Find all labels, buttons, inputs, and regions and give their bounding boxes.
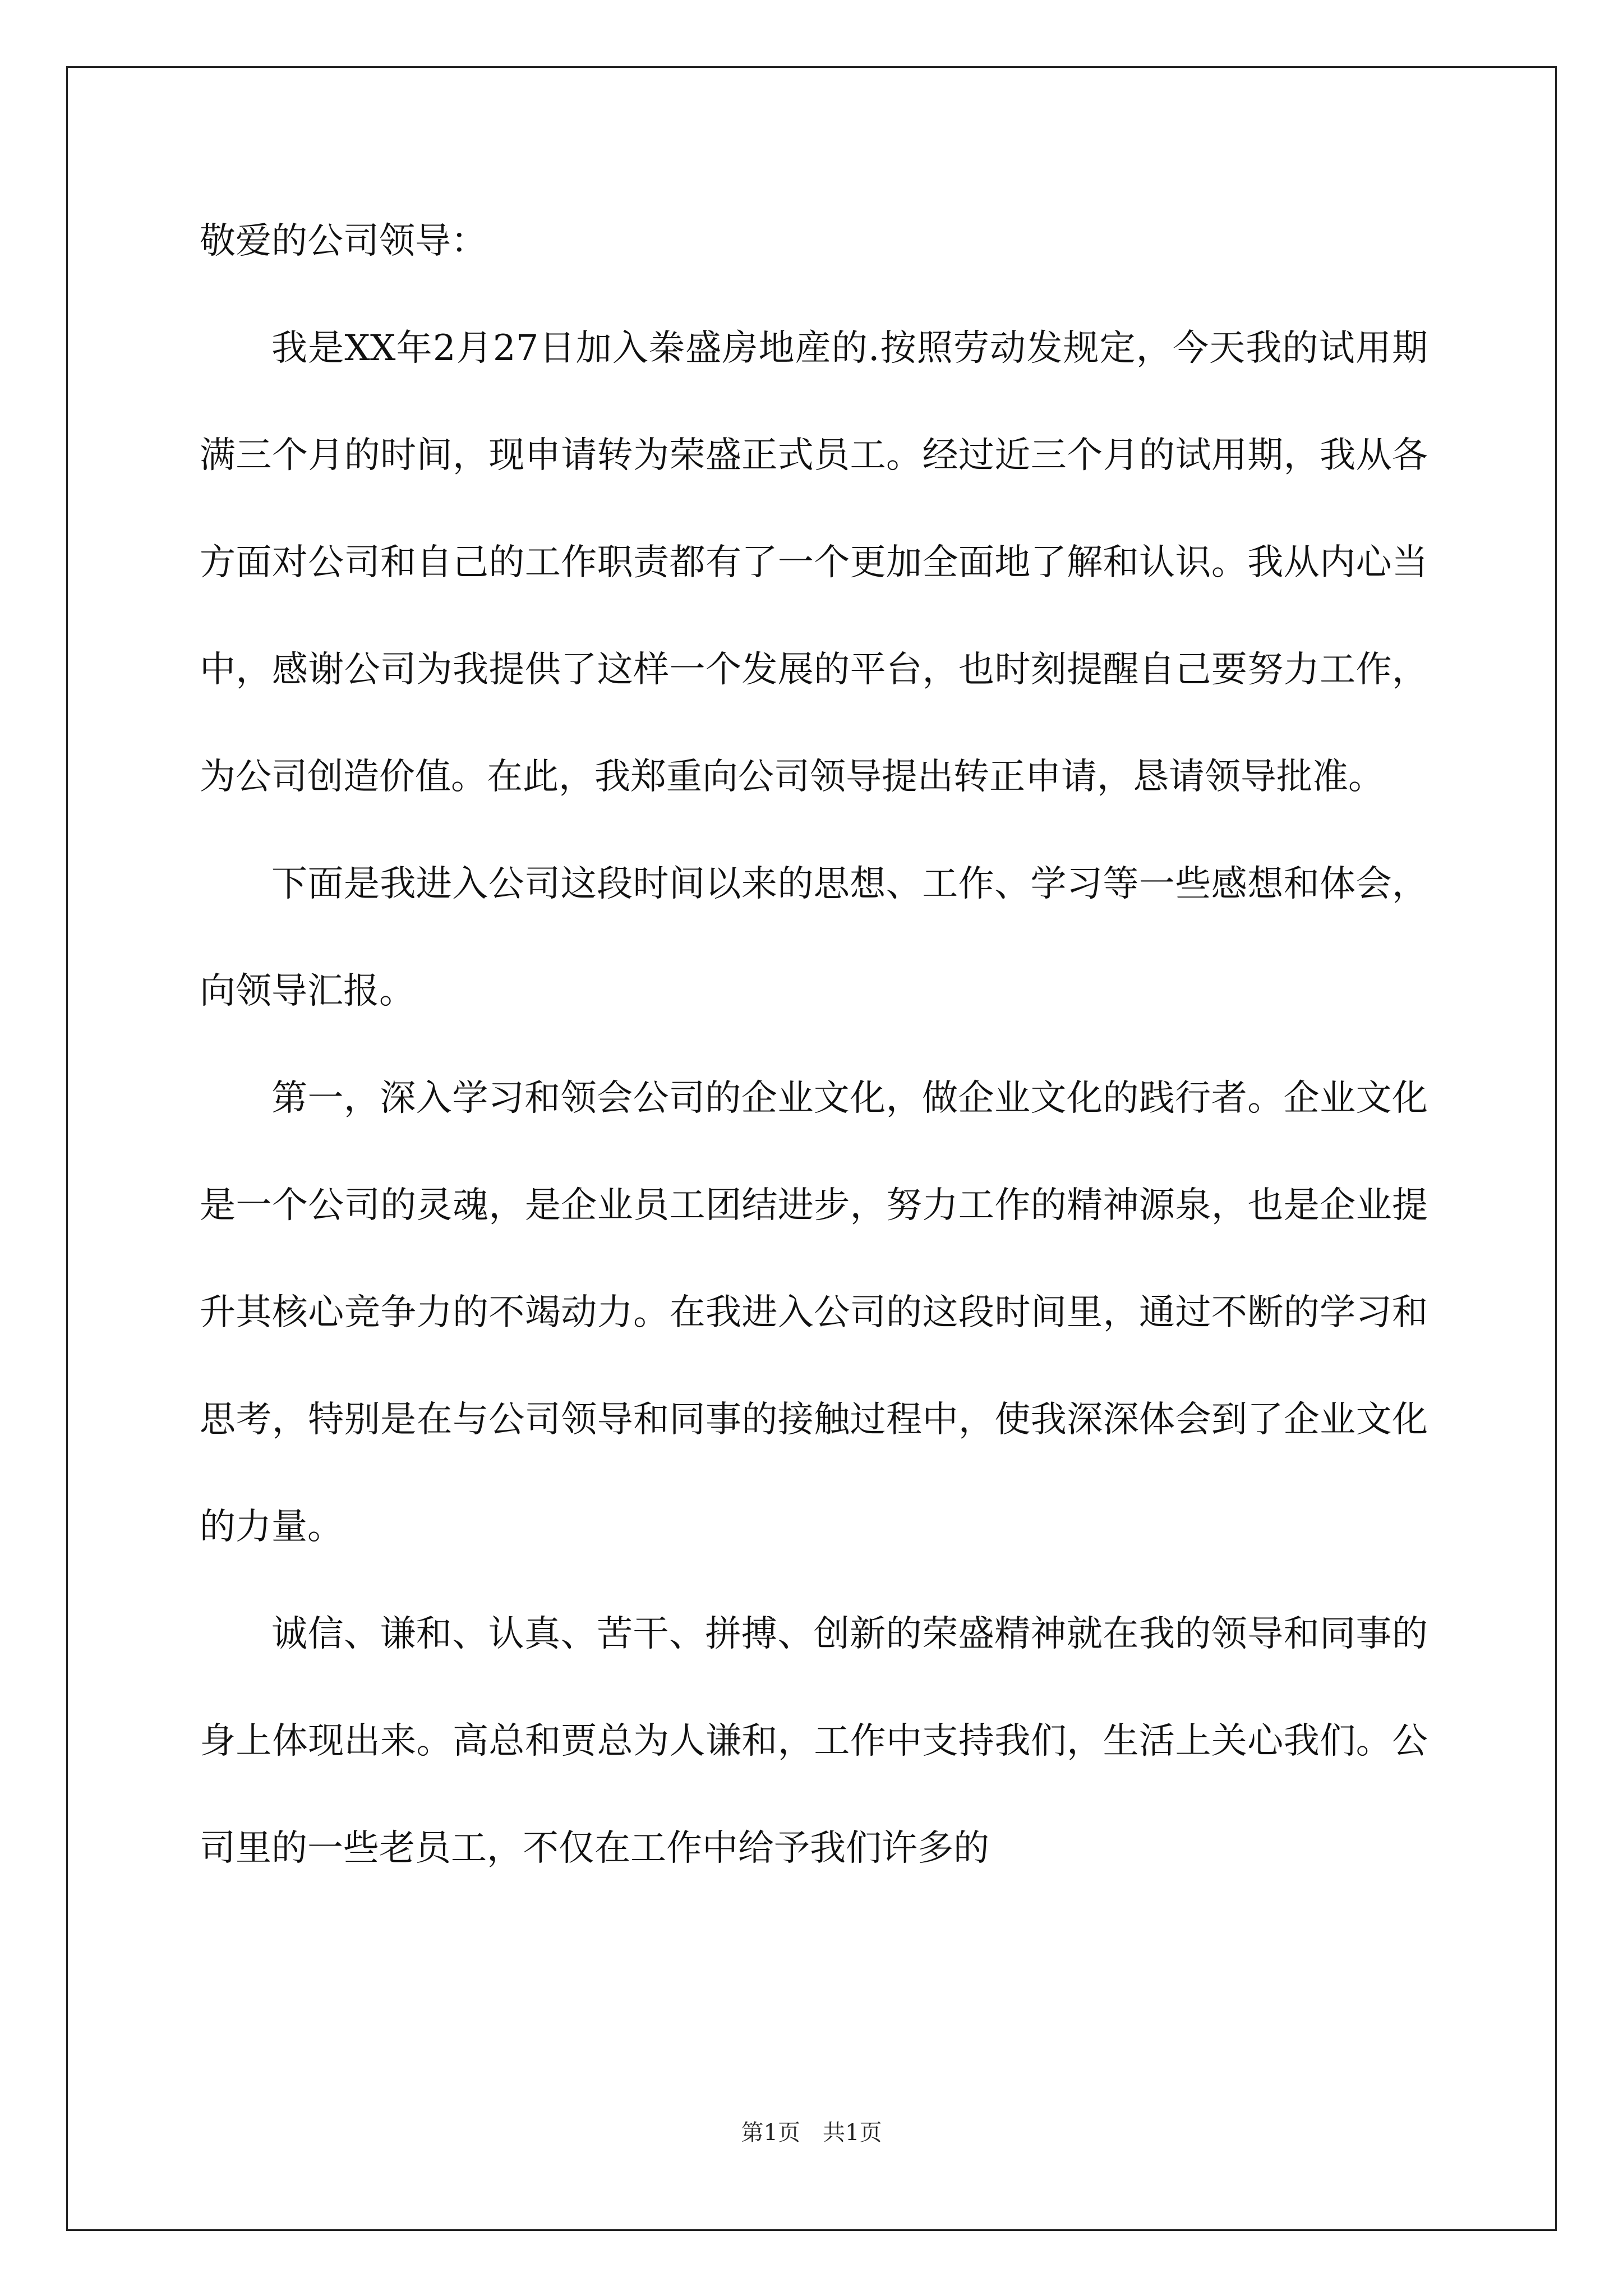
paragraph-4: 诚信、谦和、认真、苦干、拼搏、创新的荣盛精神就在我的领导和同事的身上体现出来。高总和贾总为人谦和，工作中支持我们，生活上关心我们。公司里的一些老员工，不仅在工作中给予我们许多的 [200,1613,1428,1869]
page-number-footer: 第1页 共1页 [741,2120,882,2146]
paragraph-3: 第一，深入学习和领会公司的企业文化，做企业文化的践行者。企业文化是一个公司的灵魂，是企业员工团结进步，努力工作的精神源泉，也是企业提升其核心竞争力的不竭动力。在我进入公司的这段时间里，通过不断的学习和思考，特别是在与公司领导和同事的接触过程中，使我深深体会到了企业文化的力量。 [200,1078,1428,1548]
paragraph-2: 下面是我进入公司这段时间以来的思想、工作、学习等一些感想和体会，向领导汇报。 [200,863,1428,1012]
paragraph-1: 我是XX年2月27日加入桊盛房地産的.按照劳动发规定，今天我的试用期满三个月的时间，现申请转为荣盛正式员工。经过近三个月的试用期，我从各方面对公司和自己的工作职责都有了一个更加全面地了解和认识。我从内心当中，感谢公司为我提供了这样一个发展的平台，也时刻提醒自己要努力工作，为公司创造价值。在此，我郑重向公司领导提出转正申请，恳请领导批准。 [200,328,1428,798]
salutation: 敬爱的公司领导： [200,220,487,262]
document-body [200,188,1428,1902]
